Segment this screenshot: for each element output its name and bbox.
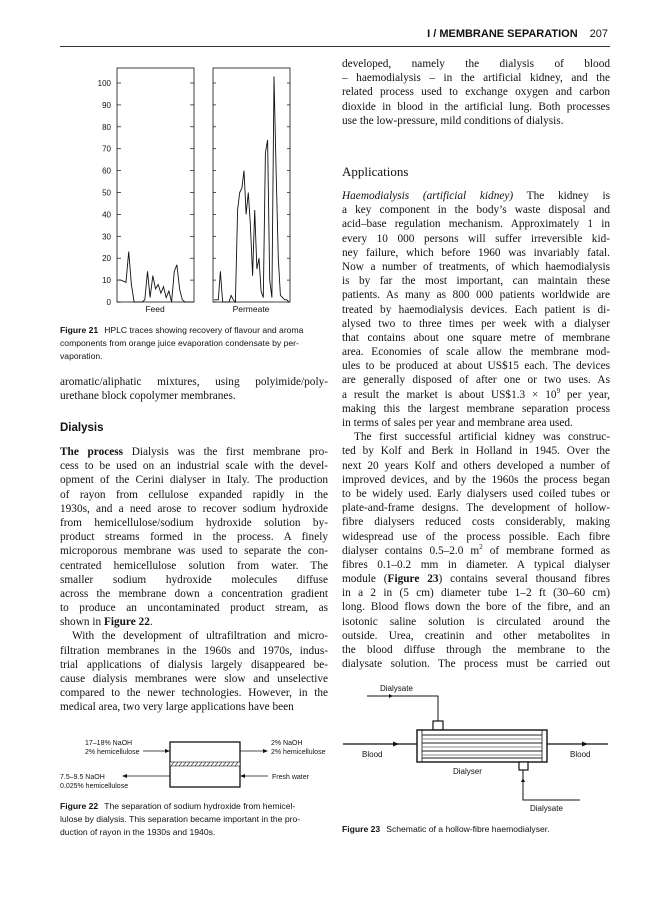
y-tick-label: 30 xyxy=(102,232,111,242)
left-column-body xyxy=(60,445,328,715)
text-line: compared to the newer technologies. However, in the xyxy=(60,687,328,700)
text-line: alysed two to three times per week with a dialyser xyxy=(342,317,610,330)
y-tick-label: 70 xyxy=(102,144,111,154)
blood-in-label: Blood xyxy=(362,750,383,759)
text-segment: shown in xyxy=(60,616,104,629)
text-line: improved devices, and by the 1960s the process began xyxy=(342,473,610,486)
figure-21-chart xyxy=(98,68,290,314)
text-line xyxy=(60,445,328,459)
figure-22-diagram xyxy=(60,740,326,790)
text-line: ted by Kolf and Berk in Holland in 1945. Over the xyxy=(342,445,610,458)
text-segment: per year, xyxy=(560,388,610,401)
figure-23-diagram xyxy=(343,684,608,813)
text-line: plate-and-frame designs. The development of hollow- xyxy=(342,502,610,515)
caption-line: lulose by dialysis. This separation became important in the pro- xyxy=(60,814,301,824)
section-heading-applications: Applications xyxy=(342,164,409,179)
page-number: 207 xyxy=(589,28,608,40)
text-segment: The kidney is xyxy=(513,190,610,202)
caption-line: vaporation. xyxy=(60,351,103,361)
text-line: are generally disposed of after one or two uses. As xyxy=(342,374,610,387)
blood-out-label: Blood xyxy=(570,750,591,759)
feed-label-2: 2% hemicellulose xyxy=(85,749,140,756)
text-line: medical area, two very large applications have been xyxy=(60,701,294,714)
text-segment: 2 xyxy=(479,542,483,551)
text-line: ney failure, which before 1960 was invariably fatal. xyxy=(342,246,610,259)
text-line: filtration membranes in the 1960s and 1970s, indus- xyxy=(60,644,328,657)
y-tick-label: 100 xyxy=(97,79,111,88)
arrow-icon xyxy=(263,749,268,753)
text-line: opment of the Cerini dialyser in Italy. The production xyxy=(60,474,328,487)
recovered-label: 7.5–9.5 NaOH xyxy=(60,774,105,781)
figure-21-caption xyxy=(60,324,328,363)
text-line xyxy=(342,544,610,558)
y-tick-label: 40 xyxy=(102,210,111,220)
feed-label: 17–18% NaOH xyxy=(85,740,133,747)
text-line: from hemicellulose/sodium hydroxide solution by- xyxy=(60,516,328,529)
dialysate-out-label: Dialysate xyxy=(530,804,563,813)
y-tick-label: 90 xyxy=(102,100,111,110)
text-line: developed, namely the dialysis of blood xyxy=(342,58,610,70)
text-line: of rayon from cellulose expanded rapidly in the xyxy=(60,488,328,501)
text-line: to be widely used. Early dialysers used coiled tubes or xyxy=(342,487,610,500)
text-segment: of membrane formed as xyxy=(482,544,610,557)
text-line: fibres 0.1–0.2 mm in diameter. A typical dialyser xyxy=(342,558,610,571)
text-segment: Dialysis was the first membrane pro- xyxy=(123,446,329,458)
text-line: every 10 000 persons will suffer irreversible kid- xyxy=(342,232,610,245)
text-line: trial applications of dialysis largely disappeared be- xyxy=(60,658,328,671)
text-line: treated by haemodialysis devices. Each patient is di- xyxy=(342,303,610,316)
text-line: related process used to exchange oxygen and carbon xyxy=(342,86,610,99)
figure-label: Figure 21 xyxy=(60,325,99,335)
feed-axis-label: Feed xyxy=(145,304,165,314)
text-line: next 20 years Kolf and others developed a number of xyxy=(342,459,610,472)
recovered-label-2: 0.025% hemicellulose xyxy=(60,783,129,790)
fresh-water-label: Fresh water xyxy=(272,774,309,781)
dialyser-label: Dialyser xyxy=(453,767,482,776)
caption-line: The separation of sodium hydroxide from hemicel- xyxy=(104,801,296,811)
text-line: that contains about one square metre of membrane xyxy=(342,331,610,344)
section-title: I / MEMBRANE SEPARATION xyxy=(427,28,578,40)
text-segment: . xyxy=(149,616,153,629)
text-line: outside. Urea, creatinin and other metabolites in xyxy=(342,629,610,642)
right-column-intro xyxy=(342,57,610,128)
text-segment: a result the market is about US$1.3 × 10 xyxy=(342,388,557,401)
text-segment: Figure 23 xyxy=(387,573,439,586)
arrow-icon xyxy=(582,742,588,747)
figure-label: Figure 22 xyxy=(60,801,99,811)
y-tick-label: 20 xyxy=(102,254,111,264)
text-line xyxy=(342,388,610,402)
text-line: product streams formed in the process. A finely xyxy=(60,531,328,544)
text-line: to produce an uncontaminated product stream, as xyxy=(60,602,328,615)
dialysate-outlet-port xyxy=(519,762,528,770)
text-line: the blood diffuse through the membrane to the xyxy=(342,644,610,656)
text-line: fibre dialysers reduced costs considerably, making xyxy=(342,516,610,529)
text-line: dioxide in blood in the artificial lung. Both processes xyxy=(342,100,610,113)
caption-line: Schematic of a hollow-fibre haemodialyser. xyxy=(386,824,550,834)
text-segment: dialyser contains 0.5–2.0 m xyxy=(342,544,480,557)
permeate-trace xyxy=(214,76,289,302)
text-line: acid–base regulation mechanism. Approximately 1 in xyxy=(342,218,610,231)
text-line: long. Blood flows down the bore of the fibre, and an xyxy=(342,601,610,614)
text-line: – haemodialysis – in the artificial kidney, and the xyxy=(342,72,610,85)
text-line: in terms of sales per year and membrane area used. xyxy=(342,417,573,429)
text-line: making this the largest membrane separation process xyxy=(342,402,610,415)
text-line: cause dialysis membranes were slow and unselective xyxy=(60,673,328,685)
arrow-icon xyxy=(165,749,170,753)
text-line: With the development of ultrafiltration and micro- xyxy=(72,630,328,643)
text-line: is by far the most important, can maintain these xyxy=(342,275,610,288)
y-tick-label: 60 xyxy=(102,166,111,176)
y-tick-label: 10 xyxy=(102,276,111,286)
text-segment: Haemodialysis (artificial kidney) xyxy=(342,190,514,202)
text-segment: The process xyxy=(60,446,124,458)
figure-label: Figure 23 xyxy=(342,824,381,834)
text-line: widespread use of the process possible. Each fibre xyxy=(342,530,610,543)
dialysate-inlet-port xyxy=(433,721,443,730)
text-segment: module ( xyxy=(342,573,388,586)
text-line: microporous membrane was used to separate the con- xyxy=(60,545,328,558)
figure-23-caption xyxy=(342,823,610,836)
text-line: patients. As many as 800 000 patients worldwide are xyxy=(342,289,610,302)
text-line: Now a number of treatments, of which haemodialysis xyxy=(342,260,610,273)
y-tick-label: 50 xyxy=(102,188,111,198)
text-line: cess to be used on an industrial scale with the devel- xyxy=(60,460,328,473)
caption-line: components from orange juice evaporation condensate by per- xyxy=(60,338,299,348)
arrow-icon xyxy=(122,774,127,778)
left-column-intro xyxy=(60,375,328,403)
feed-plot-frame xyxy=(117,68,194,302)
permeate-axis-label: Permeate xyxy=(232,304,270,314)
section-heading-dialysis: Dialysis xyxy=(60,422,104,434)
text-segment: ) contains several thousand fibres xyxy=(438,573,610,586)
text-line: use the low-pressure, mild conditions of dialysis. xyxy=(342,114,564,127)
arrow-icon xyxy=(389,694,393,698)
arrow-icon xyxy=(393,742,399,747)
product-label: 2% NaOH xyxy=(271,740,303,747)
y-tick-label: 0 xyxy=(106,298,111,307)
text-line: urethane block copolymer membranes. xyxy=(60,390,236,403)
dialysate-in-label: Dialysate xyxy=(380,684,413,693)
text-line: in a 2 in (5 cm) diameter tube 1–2 ft (30–60 cm) xyxy=(342,587,610,600)
text-segment: 9 xyxy=(556,386,561,395)
text-line: The first successful artificial kidney was construc- xyxy=(354,431,610,444)
text-line: dialysate solution. The process must be carried out xyxy=(342,658,610,671)
text-line xyxy=(342,189,610,203)
text-line xyxy=(342,572,610,586)
text-line xyxy=(60,615,328,629)
text-segment: Figure 22 xyxy=(103,616,150,629)
feed-trace xyxy=(118,252,193,302)
text-line: a key component in the body’s waste disposal and xyxy=(342,204,610,217)
caption-line: duction of rayon in the 1930s and 1940s. xyxy=(60,827,216,837)
text-line: smaller sodium hydroxide molecules diffuse xyxy=(60,573,328,586)
text-line: ules to be produced at about US$15 each. The devices xyxy=(342,360,610,373)
right-column-body xyxy=(342,189,610,671)
text-line: across the membrane down a concentration gradient xyxy=(60,587,328,600)
product-label-2: 2% hemicellulose xyxy=(271,749,326,756)
text-line: 1930s, and a need arose to recover sodium hydroxide xyxy=(60,502,328,515)
text-line: aromatic/aliphatic mixtures, using polyimide/poly- xyxy=(60,376,328,388)
text-line: isotonic saline solution is circulated around the xyxy=(342,615,610,628)
caption-line: HPLC traces showing recovery of flavour and aroma xyxy=(104,325,304,335)
figure-22-caption xyxy=(60,800,328,839)
text-line: area. Economies of scale allow the membrane mod- xyxy=(342,346,610,359)
y-tick-label: 80 xyxy=(102,122,111,132)
text-line: centrated hemicellulose solution from water. The xyxy=(60,559,328,572)
arrow-icon xyxy=(240,774,245,778)
arrow-icon xyxy=(521,778,525,782)
